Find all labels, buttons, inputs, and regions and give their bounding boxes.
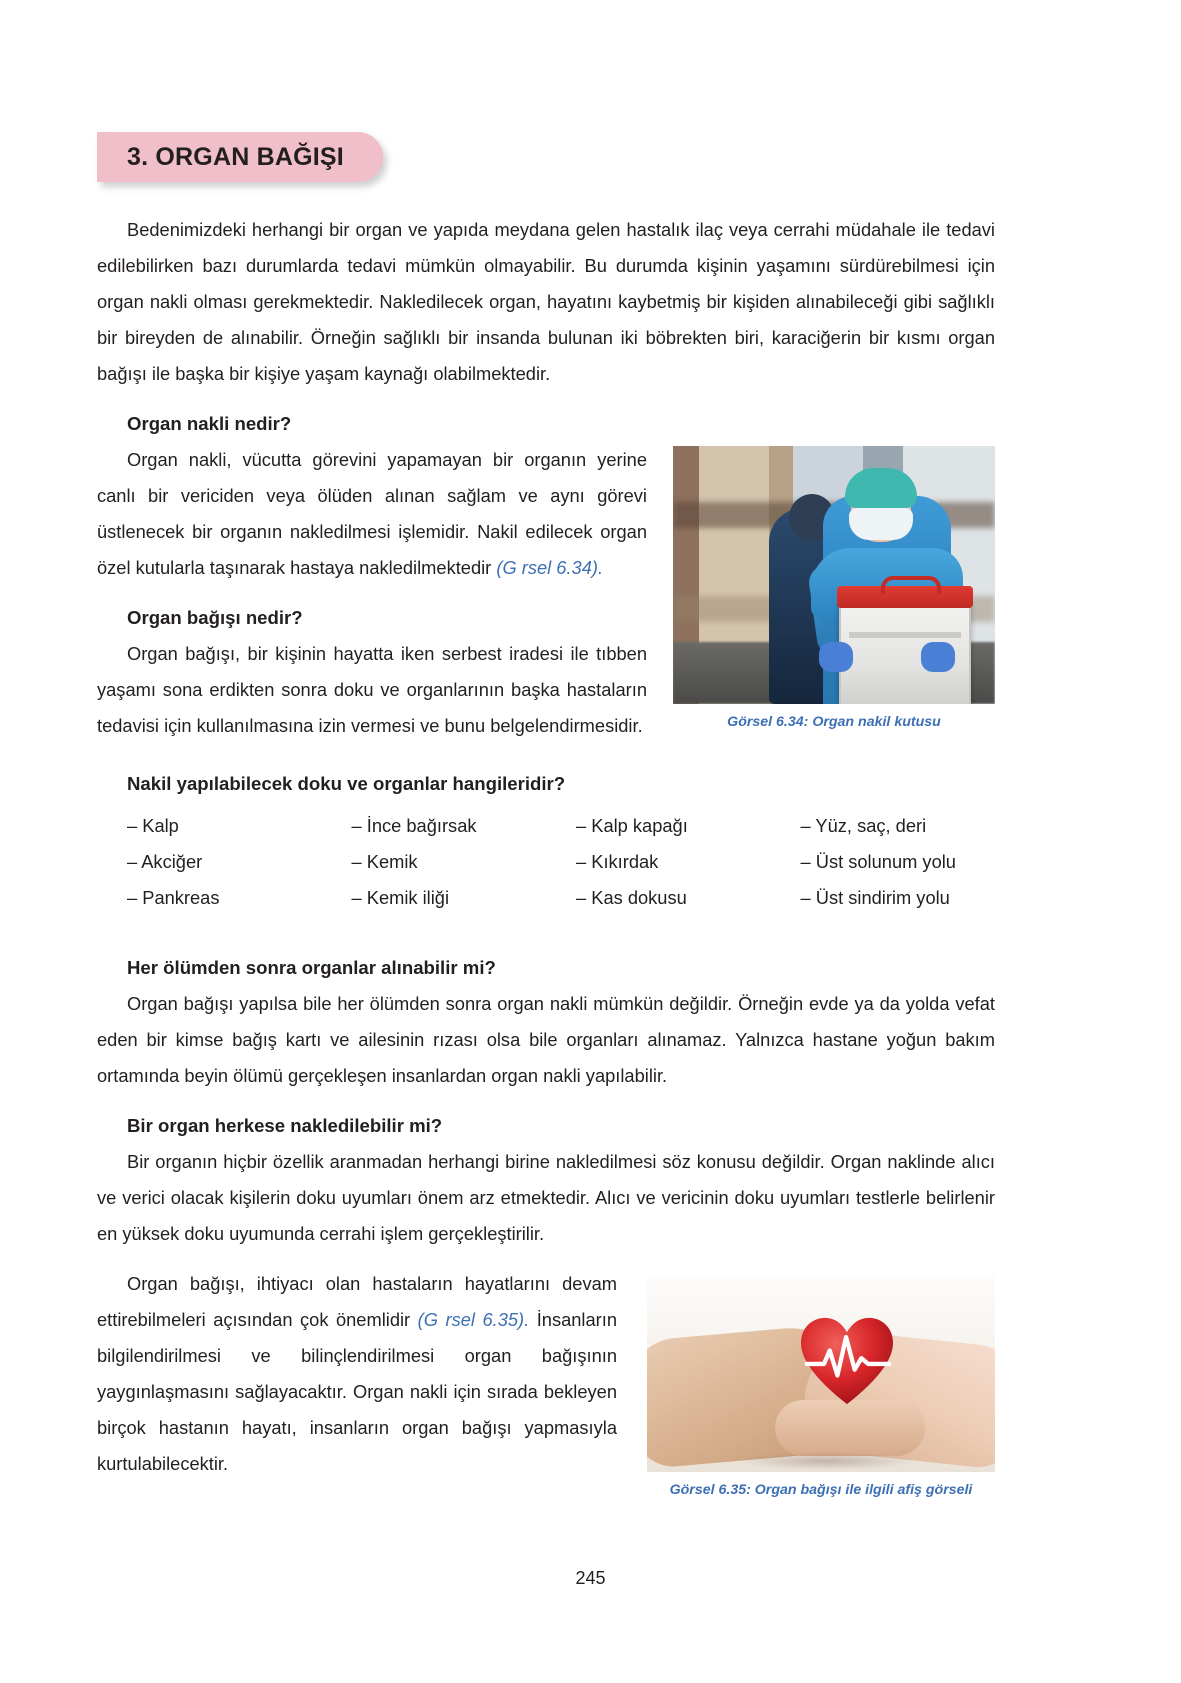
spacer [97,1252,995,1266]
face-mask-icon [849,508,913,540]
heading-organ-bagisi-nedir: Organ bağışı nedir? [127,607,303,628]
organ-item: – Pankreas [127,887,220,908]
organ-item: – Kıkırdak [576,851,659,872]
figure-635-image [647,1276,995,1472]
table-row [97,844,995,880]
section-header-container [97,132,383,186]
organ-item: – Kemik [351,851,418,872]
heading-nakil-yapilabilecek: Nakil yapılabilecek doku ve organlar hangileridir? [127,773,566,794]
organ-item: – İnce bağırsak [351,815,477,836]
organ-item: – Üst sindirim yolu [800,887,950,908]
organ-item: – Kalp [127,815,179,836]
organ-item: – Kas dokusu [576,887,687,908]
table-row [97,880,995,916]
box-stripe [849,632,961,638]
her-olumden-paragraph: Organ bağışı yapılsa bile her ölümden sonra organ nakli mümkün değildir. Örneğin evde ya da yolda vefat eden bir kimse bağış kartı ve ailesinin rızası olsa bile organları alınamaz. Yalnızca hastane yoğun bakım ortamında beyin ölümü gerçekleşen insanlardan organ nakli yapılabilir. [97,993,995,1086]
hand-shadow [737,1452,917,1470]
figure-634 [673,446,995,731]
fingers [775,1400,925,1456]
page-title: 3. ORGAN BAĞIŞI [127,142,344,171]
section-header-pill [97,132,383,182]
surgical-cap-icon [845,468,917,508]
organ-nakli-text: Organ nakli, vücutta görevini yapamayan bir organın yerine canlı bir vericiden veya ölüden alınan sağlam ve aynı görevi üstlenecek bir organın nakledilmesi işlemidir. Nakil edilecek organ özel kutularla taşınarak hastaya nakledilmektedir [97,449,647,578]
son-text-before: Organ bağışı, ihtiyacı olan hastaların hayatlarını devam ettirebilmeleri açısından çok önemlidir [97,1273,617,1330]
organ-item: – Kemik iliği [351,887,450,908]
organ-bagisi-paragraph: Organ bağışı, bir kişinin hayatta iken serbest iradesi ile tıbben yaşamı sona erdikten sonra doku ve organlarının başka hastaların tedavisi için kullanılmasına izin vermesi ve bunu belgelendirmesidir. [97,643,647,736]
box-handle [881,576,941,594]
spacer [97,744,995,766]
organ-item: – Üst solunum yolu [800,851,956,872]
spacer [97,916,995,950]
heading-organ-nakli-nedir: Organ nakli nedir? [127,413,292,434]
figure-634-caption: Görsel 6.34: Organ nakil kutusu [727,714,941,730]
page-number: 245 [575,1568,606,1588]
figure-reference-635: (G rsel 6.35). [417,1309,530,1330]
figure-635-caption: Görsel 6.35: Organ bağışı ile ilgili afiş görseli [669,1482,973,1498]
heading-bir-organ: Bir organ herkese nakledilebilir mi? [127,1115,443,1136]
table-row [97,808,995,844]
nurse-left-glove [819,642,853,672]
spacer [97,1094,995,1108]
figure-635 [647,1276,995,1499]
figure-reference-634: (G rsel 6.34). [496,557,604,578]
spacer [97,392,995,406]
organ-list-table [97,808,995,916]
page-content [97,132,995,1505]
intro-paragraph: Bedenimizdeki herhangi bir organ ve yapıda meydana gelen hastalık ilaç veya cerrahi müdahale ile tedavi edilebilirken bazı durumlarda tedavi mümkün olmayabilir. Bu durumda kişinin yaşamını sürdürebilmesi için organ nakli olması gerekmektedir. Nakledilecek organ, hayatını kaybetmiş bir kişiden alınabileceği gibi sağlıklı bir bireyden de alınabilir. Örneğin sağlıklı bir insanda bulunan iki böbrekten biri, karaciğerin bir kısmı organ bağışı ile başka bir kişiye yaşam kaynağı olabilmektedir. [97,219,995,384]
organ-item: – Akciğer [127,851,203,872]
organ-item: – Yüz, saç, deri [800,815,927,836]
nurse-right-glove [921,642,955,672]
figure-634-image [673,446,995,704]
heading-her-olumden: Her ölümden sonra organlar alınabilir mi? [127,957,496,978]
organ-item: – Kalp kapağı [576,815,688,836]
bir-organ-paragraph: Bir organın hiçbir özellik aranmadan herhangi birine nakledilmesi söz konusu değildir. Organ naklinde alıcı ve verici olacak kişilerin doku uyumları önem arz etmektedir. Alıcı ve vericinin doku uyumları testlerle belirlenir en yüksek doku uyumunda cerrahi işlem gerçekleştirilir. [97,1151,995,1244]
heart-icon [799,1316,895,1408]
son-text-after: İnsanların bilgilendirilmesi ve bilinçlendirilmesi organ bağışının yaygınlaşmasını sağlayacaktır. Organ nakli için sırada bekleyen birçok hastanın hayatı, insanların organ bağışı yapmasıyla kurtulabilecektir. [97,1309,617,1474]
